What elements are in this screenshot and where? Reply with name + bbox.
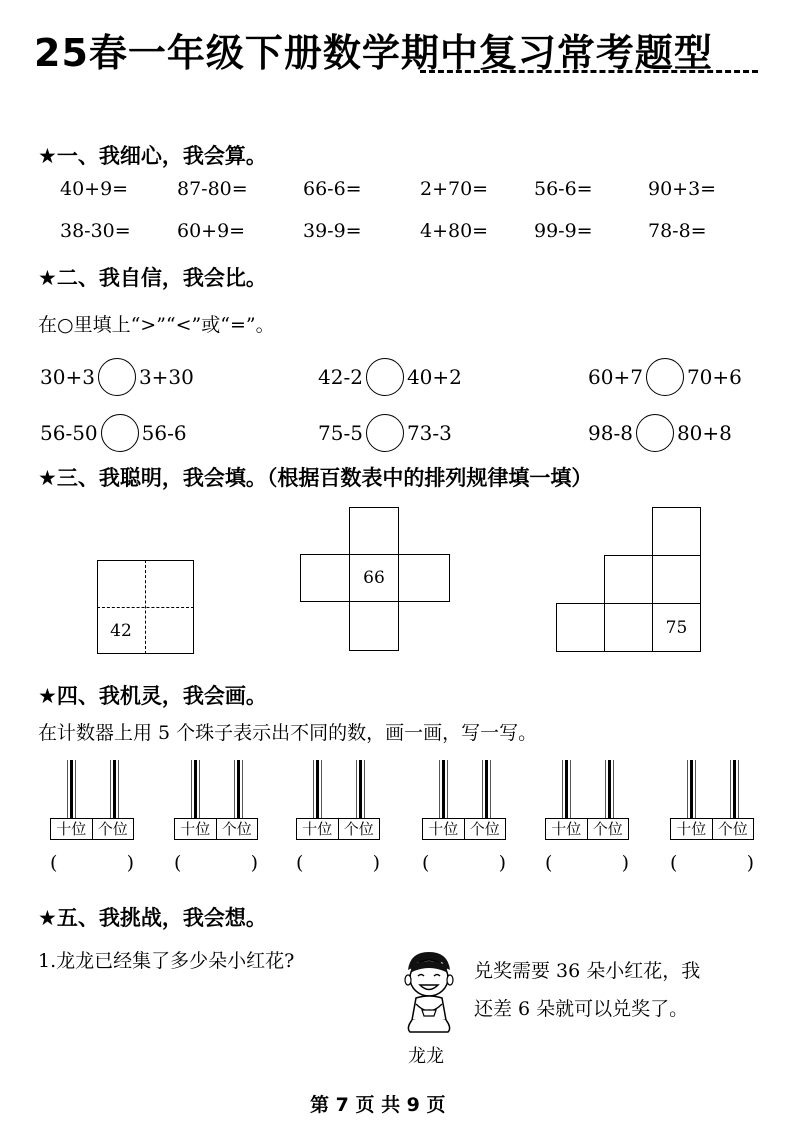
tens-rod[interactable] — [316, 760, 319, 818]
grid-cell[interactable] — [604, 603, 653, 652]
grid-cell[interactable] — [349, 601, 399, 651]
answer-blank[interactable] — [422, 852, 506, 874]
calc-item: 4+80= — [420, 220, 489, 242]
grid-cell[interactable] — [652, 555, 701, 604]
ones-label: 个位 — [216, 819, 258, 839]
abacus[interactable] — [545, 760, 629, 874]
grid-cell[interactable] — [398, 554, 450, 602]
ones-label: 个位 — [712, 819, 754, 839]
compare-item — [588, 358, 742, 396]
abacus[interactable] — [174, 760, 258, 874]
paren-right: ) — [372, 852, 380, 874]
paren-right: ) — [250, 852, 258, 874]
calc-item: 78-8= — [648, 220, 707, 242]
ones-rod[interactable] — [733, 760, 736, 818]
paren-left: ( — [50, 852, 58, 874]
answer-blank[interactable] — [50, 852, 134, 874]
answer-circle[interactable] — [366, 414, 404, 452]
calc-item: 87-80= — [177, 178, 248, 200]
answer-blank[interactable] — [545, 852, 629, 874]
calc-item: 40+9= — [60, 178, 129, 200]
title-underline — [420, 70, 758, 73]
compare-item — [318, 358, 462, 396]
calc-item: 56-6= — [534, 178, 593, 200]
compare-left: 56-50 — [40, 421, 98, 445]
compare-item — [318, 414, 452, 452]
boy-figure-icon — [398, 948, 460, 1036]
paren-left: ( — [296, 852, 304, 874]
abacus[interactable] — [670, 760, 754, 874]
paren-right: ) — [621, 852, 629, 874]
calc-item: 99-9= — [534, 220, 593, 242]
paren-right: ) — [498, 852, 506, 874]
compare-left: 60+7 — [588, 365, 643, 389]
grid-cell: 75 — [652, 603, 701, 652]
abacus-label-box — [670, 818, 754, 840]
abacus-label-box — [50, 818, 134, 840]
tens-label: 十位 — [428, 820, 459, 838]
ones-rod[interactable] — [359, 760, 362, 818]
calc-item: 90+3= — [648, 178, 717, 200]
paren-left: ( — [545, 852, 553, 874]
abacus[interactable] — [50, 760, 134, 874]
answer-blank[interactable] — [670, 852, 754, 874]
grid-cell[interactable] — [556, 603, 605, 652]
grid-cell[interactable] — [300, 554, 350, 602]
abacus-label-box — [422, 818, 506, 840]
tens-label: 十位 — [551, 820, 582, 838]
compare-right: 70+6 — [686, 365, 742, 389]
answer-circle[interactable] — [101, 414, 139, 452]
section-4-heading: ★四、我机灵，我会画。 — [38, 684, 267, 708]
compare-left: 98-8 — [588, 421, 633, 445]
compare-left: 75-5 — [318, 421, 363, 445]
tens-label: 十位 — [302, 820, 333, 838]
compare-left: 42-2 — [318, 365, 363, 389]
calc-item: 60+9= — [177, 220, 246, 242]
calc-item: 2+70= — [420, 178, 489, 200]
tens-label: 十位 — [180, 820, 211, 838]
grid-cell[interactable] — [652, 507, 701, 556]
answer-circle[interactable] — [646, 358, 684, 396]
grid-cell: 66 — [349, 554, 399, 602]
ones-rod[interactable] — [485, 760, 488, 818]
compare-item — [40, 358, 194, 396]
page-title: 25春一年级下册数学期中复习常考题型 — [34, 31, 713, 75]
boy-illustration — [398, 948, 460, 1036]
ones-rod[interactable] — [237, 760, 240, 818]
page-number: 第 7 页 共 9 页 — [310, 1094, 446, 1116]
abacus[interactable] — [422, 760, 506, 874]
paren-left: ( — [174, 852, 182, 874]
calc-item: 39-9= — [303, 220, 362, 242]
speech-line-2: 还差 6 朵就可以兑奖了。 — [474, 998, 689, 1020]
hundred-grid-3 — [556, 507, 701, 652]
grid-cell[interactable] — [604, 555, 653, 604]
compare-right: 73-3 — [406, 421, 452, 445]
compare-item — [588, 414, 732, 452]
section-1-heading: ★一、我细心，我会算。 — [38, 144, 267, 168]
compare-right: 3+30 — [138, 365, 194, 389]
compare-instruction: 在○里填上“>”“<”或“=”。 — [38, 314, 275, 336]
compare-right: 80+8 — [676, 421, 732, 445]
answer-blank[interactable] — [296, 852, 380, 874]
calc-item: 38-30= — [60, 220, 131, 242]
paren-left: ( — [422, 852, 430, 874]
grid-value: 42 — [110, 620, 132, 641]
tens-rod[interactable] — [442, 760, 445, 818]
paren-right: ) — [746, 852, 754, 874]
ones-rod[interactable] — [608, 760, 611, 818]
tens-rod[interactable] — [690, 760, 693, 818]
tens-rod[interactable] — [565, 760, 568, 818]
paren-left: ( — [670, 852, 678, 874]
word-problem-question: 1.龙龙已经集了多少朵小红花? — [38, 950, 295, 972]
section-2-heading: ★二、我自信，我会比。 — [38, 266, 267, 290]
paren-right: ) — [126, 852, 134, 874]
ones-rod[interactable] — [113, 760, 116, 818]
abacus[interactable] — [296, 760, 380, 874]
character-name: 龙龙 — [408, 1046, 444, 1067]
calc-item: 66-6= — [303, 178, 362, 200]
ones-label: 个位 — [92, 819, 134, 839]
abacus-instruction: 在计数器上用 5 个珠子表示出不同的数，画一画，写一写。 — [38, 722, 538, 744]
hundred-grid-2 — [300, 507, 450, 651]
answer-blank[interactable] — [174, 852, 258, 874]
tens-rod[interactable] — [70, 760, 73, 818]
section-5-heading: ★五、我挑战，我会想。 — [38, 906, 267, 930]
abacus-label-box — [545, 818, 629, 840]
ones-label: 个位 — [338, 819, 380, 839]
compare-left: 30+3 — [40, 365, 95, 389]
ones-label: 个位 — [464, 819, 506, 839]
tens-label: 十位 — [56, 820, 87, 838]
speech-line-1: 兑奖需要 36 朵小红花，我 — [474, 960, 701, 982]
section-3-heading: ★三、我聪明，我会填。（根据百数表中的排列规律填一填） — [38, 466, 593, 490]
hundred-grid-1 — [97, 560, 194, 654]
abacus-label-box — [296, 818, 380, 840]
ones-label: 个位 — [587, 819, 629, 839]
abacus-label-box — [174, 818, 258, 840]
compare-item — [40, 414, 187, 452]
tens-rod[interactable] — [194, 760, 197, 818]
answer-circle[interactable] — [366, 358, 404, 396]
answer-circle[interactable] — [636, 414, 674, 452]
compare-right: 56-6 — [141, 421, 187, 445]
tens-label: 十位 — [676, 820, 707, 838]
compare-right: 40+2 — [406, 365, 462, 389]
grid-cell[interactable] — [349, 507, 399, 555]
answer-circle[interactable] — [98, 358, 136, 396]
